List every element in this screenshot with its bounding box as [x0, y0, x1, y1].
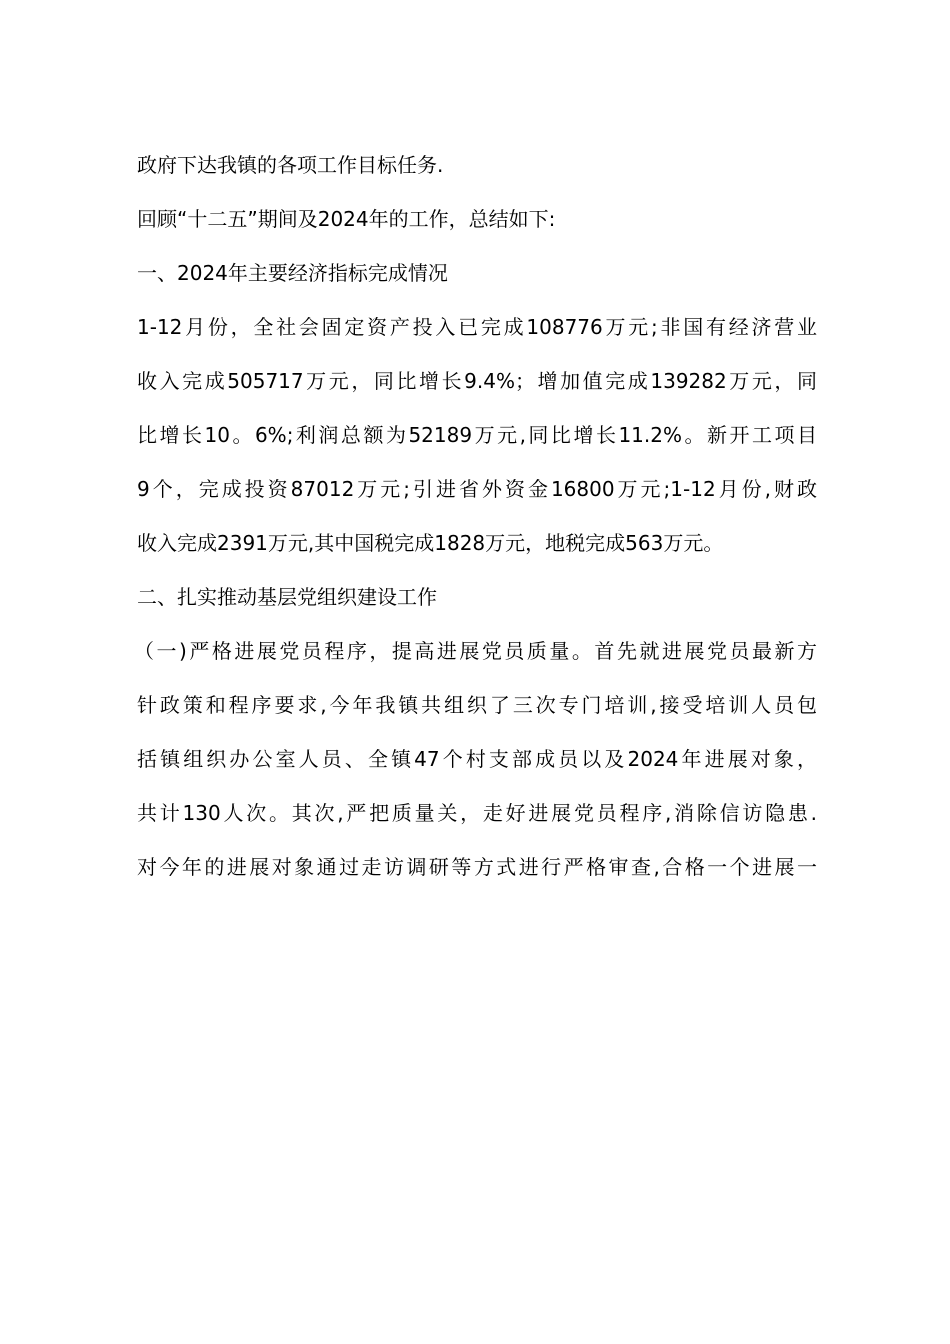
document-body — [134, 138, 817, 894]
paragraph-line: 1-12月份，全社会固定资产投入已完成108776万元;非国有经济营业 — [137, 315, 817, 339]
section-heading: 一、2024年主要经济指标完成情况 — [137, 261, 448, 285]
paragraph-line: 回顾“十二五”期间及2024年的工作，总结如下: — [137, 207, 556, 231]
paragraph-line: 括镇组织办公室人员、全镇47个村支部成员以及2024年进展对象， — [137, 747, 817, 771]
paragraph-line: 收入完成505717万元，同比增长9.4%；增加值完成139282万元，同 — [137, 369, 817, 393]
section-heading: 二、扎实推动基层党组织建设工作 — [137, 585, 437, 609]
paragraph-line: 对今年的进展对象通过走访调研等方式进行严格审查,合格一个进展一 — [137, 855, 817, 879]
paragraph-line: （一)严格进展党员程序，提高进展党员质量。首先就进展党员最新方 — [134, 639, 817, 663]
paragraph-line: 针政策和程序要求,今年我镇共组织了三次专门培训,接受培训人员包 — [137, 693, 817, 717]
paragraph-line: 9个，完成投资87012万元;引进省外资金16800万元;1-12月份,财政 — [137, 477, 817, 501]
paragraph-line: 比增长10。6%;利润总额为52189万元,同比增长11.2%。新开工项目 — [137, 423, 817, 447]
paragraph-line: 政府下达我镇的各项工作目标任务. — [137, 153, 444, 177]
paragraph-line: 收入完成2391万元,其中国税完成1828万元，地税完成563万元。 — [137, 531, 724, 555]
paragraph-line: 共计130人次。其次,严把质量关，走好进展党员程序,消除信访隐患. — [137, 801, 817, 825]
